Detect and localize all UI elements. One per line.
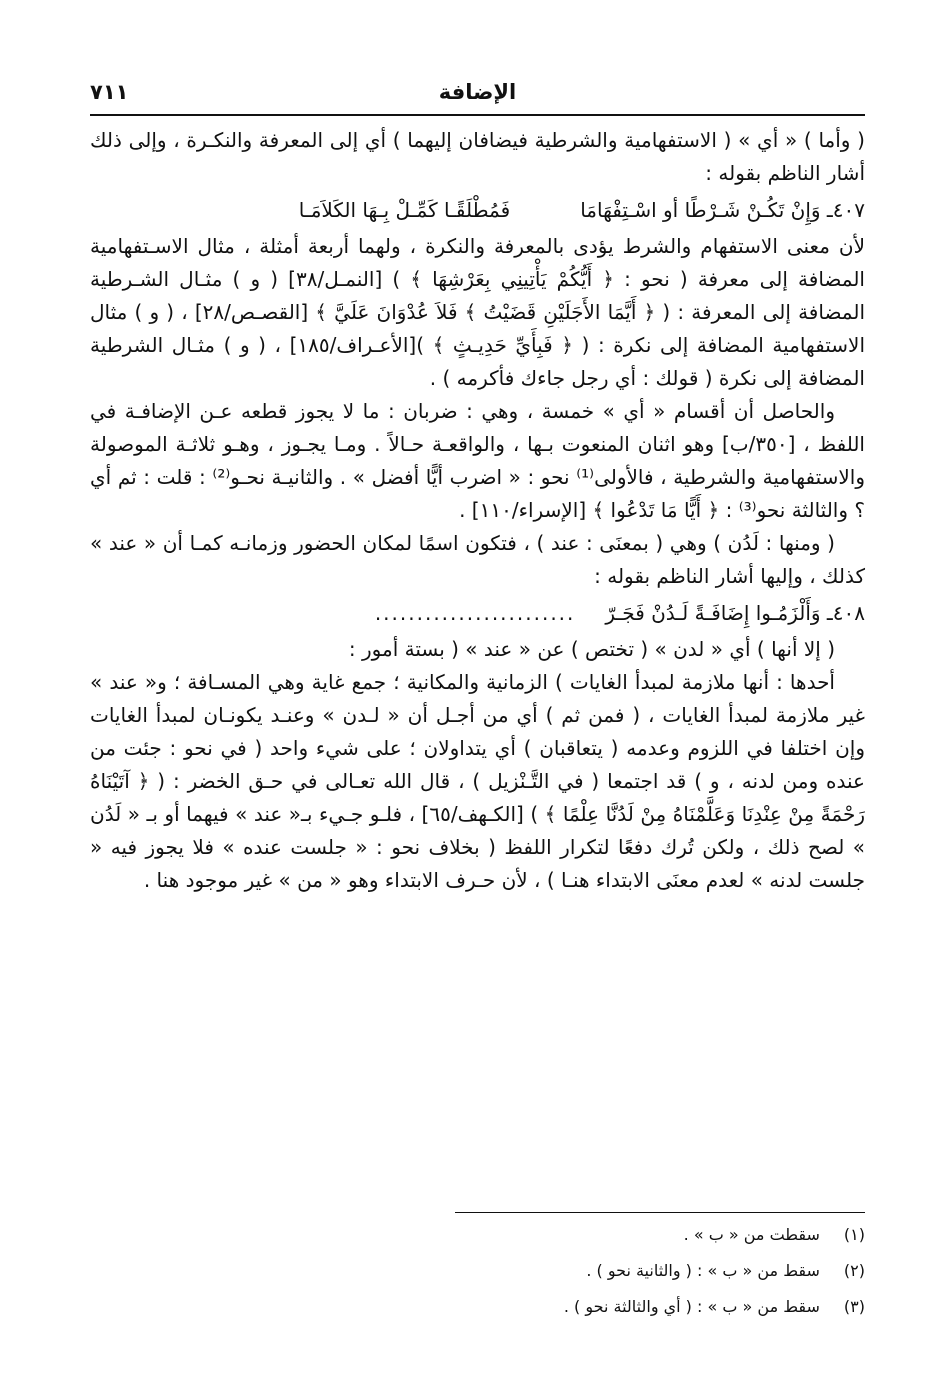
footnote-text: سقطت من « ب » . — [683, 1225, 820, 1244]
footnote-text: سقط من « ب » : ( أي والثالثة نحو ) . — [563, 1297, 820, 1316]
paragraph-4: ( ومنها : لَدُن ) وهي ( بمعنَى : عند ) ، فتكون اسمًا لمكان الحضور وزمانـه كمـا أن « عند » كذلك ، وإليها أشار الناظم بقوله : — [90, 531, 865, 588]
paragraph-5: ( إلا أنها ) أي « لدن » ( تختص ) عن « عند » ( بستة أمور : — [348, 637, 835, 661]
paragraph-6: أحدها : أنها ملازمة لمبدأ الغايات ) الزمانية والمكانية ؛ جمع غاية وهي المسـافة ؛ و« عند » غير ملازمة لمبدأ الغايات ، ( فمن ثم ) أي من أجـل أن « لـدن » وعنـد يكونـان لمبدأ الغايات وإن اختلفا في اللزوم وعدمه ( يتعاقبان ) أي يتداولان ؛ على شيء واحد ( في نحو : جئت من عنده ومن لدنه ، و ) قد اجتمعا ( في التَّـنْزيل ) ، قال الله تعـالى في حـق الخضر : ( ﴿ آتَيْنَاهُ رَحْمَةً مِنْ عِنْدِنَا وَعَلَّمْنَاهُ مِنْ لَدُنَّا عِلْمًا ﴾ ) [الكـهف/٦٥] ، فلـو جـيء بـ« عند » فيهما أو بـ « لَدُن » لصح ذلك ، ولكن تُرك دفعًا لتكرار اللفظ ( بخلاف نحو : « جلست عنده » فلا يجوز فيه « جلست لدنه » لعدم معنَى الابتداء هنـا ) ، لأن حـرف الابتداء وهو « من » غير موجود هنا . — [90, 670, 865, 892]
footnote-3 — [90, 1293, 865, 1321]
verse-408 — [90, 593, 865, 633]
book-page — [90, 70, 866, 1316]
page-number: ٧١١ — [90, 80, 129, 104]
page-body — [90, 124, 865, 897]
verse-407-second-hemistich: فَمُطْلَقًـا كَمِّـلْ بِـهَا الكَلاَمَـا — [298, 198, 511, 222]
paragraph-3: والحاصل أن أقسام « أي » خمسة ، وهي : ضربان : ما لا يجوز قطعه عـن الإضافـة في اللفظ ، [٣٥٠/ب] وهو اثنان المنعوت بـها ، والواقعـة حـالاً . ومـا يجـوز ، وهـو ثلاثـة الموصولة والاستفهامية والشرطية ، فالأولى⁽¹⁾ نحو : « اضرب أيًّا أفضل » . والثانيـة نحـو⁽²⁾ : قلت : ثم أي ؟ والثالثة نحو⁽³⁾ : ﴿ أَيًّا مَا تَدْعُوا ﴾ [الإسراء/١١٠] . — [90, 399, 865, 522]
verse-408-first-hemistich: ٤٠٨ـ وَأَلْزَمُـوا إِضَافَـةً لَـدُنْ فَجَـرّ — [605, 601, 865, 625]
footnote-2 — [90, 1257, 865, 1285]
verse-408-ellipsis: ........................ — [374, 601, 576, 625]
footnote-number: (١) — [843, 1225, 865, 1244]
paragraph-1: ( وأما ) « أي » ( الاستفهامية والشرطية فيضافان إليهما ) أي إلى المعرفة والنكـرة ، وإلى ذلك أشار الناظم بقوله : — [90, 128, 865, 185]
footnotes — [90, 1212, 865, 1321]
footnote-text: سقط من « ب » : ( والثانية نحو ) . — [586, 1261, 820, 1280]
chapter-title: الإضافة — [438, 80, 517, 104]
footnote-1 — [90, 1221, 865, 1249]
verse-407-first-hemistich: ٤٠٧ـ وَإِنْ تَكُـنْ شَـرْطًا أو اسْـتِفْهَامَا — [580, 198, 865, 222]
footnote-number: (٣) — [843, 1297, 865, 1316]
page-header — [90, 70, 865, 116]
footnote-number: (٢) — [843, 1261, 865, 1280]
paragraph-2: لأن معنى الاستفهام والشرط يؤدى بالمعرفة والنكرة ، ولهما أربعة أمثلة ، مثال الاسـتفهامية المضافة إلى معرفة ( نحو : ﴿ أَيُّكُمْ يَأْتِينِي بِعَرْشِهَا ﴾ ) [النمـل/٣٨] ( و ) مثـال الشـرطية المضافة إلى المعرفة : ( ﴿ أَيَّمَا الأَجَلَيْنِ قَضَيْتُ ﴾ فَلاَ عُدْوَانَ عَلَيَّ ﴾ [القصـص/٢٨] ، ( و ) مثال الاستفهامية المضافة إلى نكرة : ( ﴿ فَبِأَيِّ حَدِيـثٍ ﴾ )[الأعـراف/١٨٥] ، ( و ) مثـال الشرطية المضافة إلى نكرة ( قولك : أي رجل جاءك فأكرمه ) . — [90, 234, 866, 390]
verse-407 — [90, 190, 865, 230]
footnote-divider — [455, 1212, 865, 1213]
